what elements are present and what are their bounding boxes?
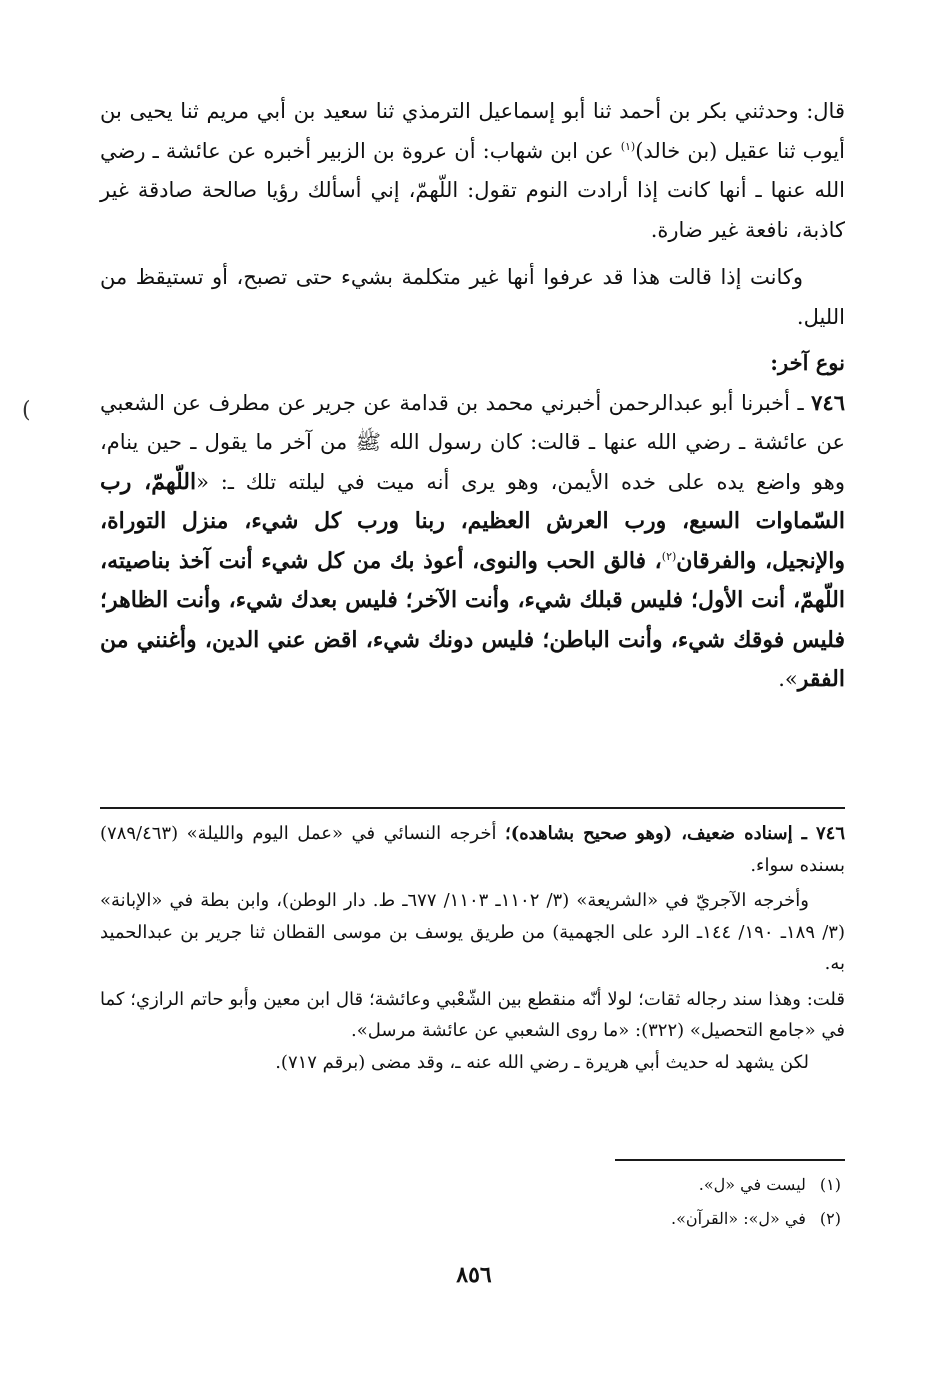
footnote-2 bbox=[500, 1202, 845, 1236]
dua-text-a: اللّهمّ، رب السّماوات السبع، ورب العرش العظيم، ربنا ورب كل شيء، منزل التوراة، والإنجيل، والفرقان bbox=[100, 468, 846, 574]
paragraph-1 bbox=[100, 92, 845, 250]
footnote-divider bbox=[615, 1159, 845, 1161]
commentary-para-2: وأخرجه الآجريّ في «الشريعة» (٣/ ١١٠٢ـ ١١٠٣/ ٦٧٧ـ ط. دار الوطن)، وابن بطة في «الإبانة» (٣/ ١٨٩ـ ١٩٠/ ١٤٤ـ الرد على الجهمية) من طريق يوسف بن موسى القطان ثنا جرير بن عبدالحميد به. bbox=[100, 890, 845, 974]
commentary-para-1-text: أخرجه النسائي في «عمل اليوم والليلة» (٧٨٩/٤٦٣) بسنده سواء. bbox=[100, 823, 845, 876]
hadith-number: ٧٤٦ bbox=[811, 389, 845, 415]
footnotes bbox=[500, 1168, 845, 1236]
page-number: ٨٥٦ bbox=[456, 1262, 492, 1288]
dua-text-b: ، فالق الحب والنوى، أعوذ بك من كل شيء أنت آخذ بناصيته، اللّهمّ، أنت الأول؛ فليس قبلك شيء، وأنت الآخر؛ فليس بعدك شيء، وأنت الظاهر؛ فليس فوقك شيء، وأنت الباطن؛ فليس دونك شيء، اقض عني الدين، وأغنني من الفقر bbox=[100, 547, 845, 692]
footnote-1-number: (١) bbox=[819, 1175, 841, 1194]
footnote-2-text: في «ل»: «القرآن». bbox=[671, 1209, 806, 1228]
commentary-number: ٧٤٦ bbox=[815, 823, 845, 844]
footnote-ref-1[interactable]: (١) bbox=[620, 139, 636, 153]
section-heading: نوع آخر: bbox=[770, 350, 845, 375]
footnote-2-number: (٢) bbox=[819, 1209, 841, 1228]
commentary-section bbox=[100, 818, 845, 1078]
commentary-grade: ـ إسناده ضعيف، (وهو صحيح بشاهده)؛ bbox=[504, 823, 816, 844]
commentary-divider bbox=[100, 807, 845, 809]
commentary-para-4: لكن يشهد له حديث أبي هريرة ـ رضي الله عنه ـ، وقد مضى (برقم ٧١٧). bbox=[275, 1051, 809, 1073]
paragraph-1-text-b: عن ابن شهاب: أن عروة بن الزبير أخبره عن عائشة ـ رضي الله عنها ـ أنها كانت إذا أرادت النوم تقول: اللّهمّ، إني أسألك رؤيا صالحة صادقة غير كاذبة، نافعة غير ضارة. bbox=[100, 138, 845, 242]
paragraph-1-text-a: قال: وحدثني بكر بن أحمد ثنا أبو إسماعيل الترمذي ثنا سعيد بن أبي مريم ثنا يحيى بن أيوب ثنا عقيل (بن خالد) bbox=[100, 99, 845, 163]
hadith-intro: ـ أخبرنا أبو عبدالرحمن أخبرني محمد بن قدامة عن جرير عن مطرف عن الشعبي عن عائشة ـ رضي الله عنها ـ قالت: كان رسول الله ﷺ من آخر ما يقول ـ حين ينام، وهو واضع يده على خده الأيمن، وهو يرى أنه ميت في ليلته تلك ـ: « bbox=[100, 390, 845, 494]
dua-close: ». bbox=[778, 667, 798, 691]
commentary-para-1 bbox=[100, 818, 845, 881]
paragraph-2: وكانت إذا قالت هذا قد عرفوا أنها غير متكلمة بشيء حتى تصبح، أو تستيقظ من الليل. bbox=[100, 265, 845, 329]
hadith-paragraph bbox=[100, 383, 845, 700]
commentary-para-3: قلت: وهذا سند رجاله ثقات؛ لولا أنّه منقطع بين الشّعْبي وعائشة؛ قال ابن معين وأبو حاتم الرازي؛ كما في «جامع التحصيل» (٣٢٢): «ما روى الشعبي عن عائشة مرسل». bbox=[100, 988, 845, 1041]
margin-mark: ( bbox=[22, 398, 31, 423]
footnote-1-text: ليست في «ل». bbox=[698, 1175, 806, 1194]
main-text bbox=[100, 92, 845, 700]
footnote-1 bbox=[500, 1168, 845, 1202]
footnote-ref-2[interactable]: (٢) bbox=[661, 549, 677, 563]
